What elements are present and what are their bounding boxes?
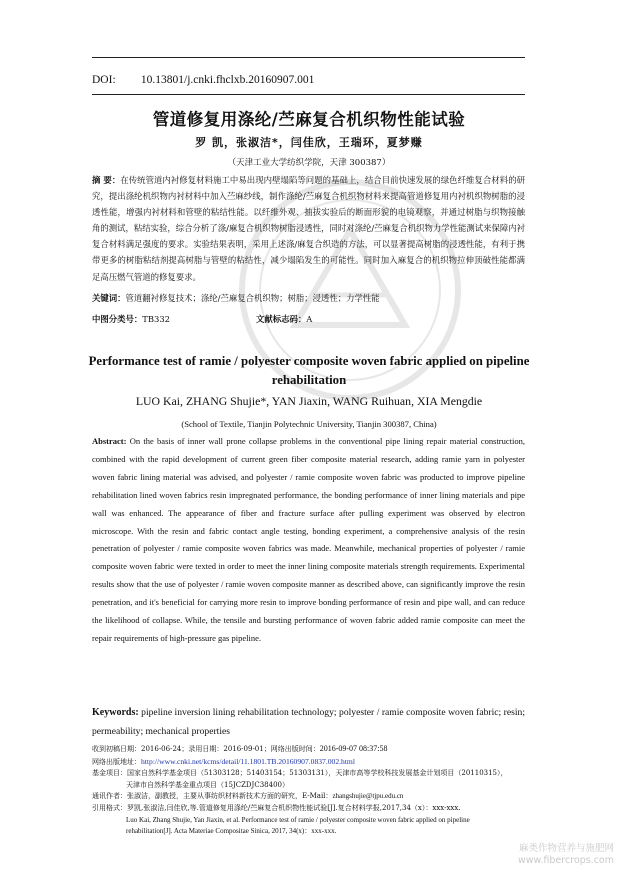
doi-label: DOI: xyxy=(92,74,116,86)
fund-line-1: 基金项目：国家自然科学基金项目（51303128；51403154；51303131），天津市高等学校科技发展基金计划项目（20110315）， xyxy=(92,769,508,778)
fund-line-2: 天津市自然科学基金重点项目（15JCZDJC38400） xyxy=(126,780,289,789)
citation-cn: 引用格式：罗凯,张淑洁,闫佳欣,等.管道修复用涤纶/苎麻复合机织物性能试验[J].复合材料学报,2017,34（x）：xxx-xxx. xyxy=(92,803,461,812)
cn-doc-value: A xyxy=(306,314,313,324)
cn-keywords-label: 关键词： xyxy=(92,293,126,303)
cn-classification xyxy=(92,313,525,325)
cn-class-value: TB332 xyxy=(142,314,170,324)
online-address-link[interactable]: http://www.cnki.net/kcms/detail/11.1801.TB.20160907.0837.002.html xyxy=(141,756,355,766)
header-rule-top xyxy=(92,57,525,58)
corresponding-author-text: 通讯作者：张淑洁，副教授，主要从事纺织材料新技术方面的研究，E-Mail： xyxy=(92,792,333,801)
en-abstract-text: On the basis of inner wall prone collapse problems in the conventional pipe lining repair material construction, combined with the rapid development of current green fiber composite material research, adding ramie yarn in polyester woven fabric lining material was advised, and polyester / ramie composite woven fabric was producted to improve pipeline rehabilitation lined woven fabrics resin impregnated performance, the bonding performance of inner lining materials and pipe wall was enhanced. The appearance of fiber and fracture surface after pulling experiment was observed by electron microscope. With the resin and fabric contact angle testing, bonding experiment, a comprehensive analysis of the resin penetration of polyester / ramie composite woven fabrics was made. Meanwhile, mechanical properties of polyester / ramie composite woven fabric were texted in order to meet the inner lining composite materials strength requirements. Experimental results show that the use of polyester / ramie woven composite manner as described above, can significantly improve the resin penetration, and it's beneficial for carrying more resin to improve bonding performance of resin and pipe wall, and can reduce the likelihood of collapse. While, the tensile and bursting performance of woven fabric added ramie composite can meet the repair requirements of high-pressure gas pipeline. xyxy=(92,436,526,643)
cn-abstract-label: 摘 要： xyxy=(92,175,121,185)
en-authors: LUO Kai, ZHANG Shujie*, YAN Jiaxin, WANG Ruihuan, XIA Mengdie xyxy=(135,394,483,408)
doi-line xyxy=(92,74,314,86)
cn-authors: 罗 凯，张淑洁*，闫佳欣，王瑞环，夏梦赚 xyxy=(195,136,423,149)
cn-doc-label: 文献标志码： xyxy=(256,314,307,324)
online-address-line xyxy=(92,756,532,769)
site-watermark xyxy=(518,843,614,867)
en-abstract xyxy=(92,433,525,648)
footnotes xyxy=(92,743,532,838)
header-rule-bottom xyxy=(92,94,525,95)
corresponding-author-line xyxy=(92,791,532,803)
watermark-line-2: www.fibercrops.com xyxy=(517,855,614,866)
cn-abstract xyxy=(92,172,525,285)
cn-keywords xyxy=(92,292,525,304)
cn-affiliation: （天津工业大学纺织学院，天津 300387） xyxy=(227,158,391,168)
citation-en-line-1: Luo Kai, Zhang Shujie, Yan Jiaxin, et al. Performance test of ramie / polyester composite woven fabric applied on pipeline xyxy=(126,815,470,824)
received-text: 收到初稿日期：2016-06-24；录用日期：2016-09-01；网络出版时间： xyxy=(92,745,320,753)
en-title: Performance test of ramie / polyester composite woven fabric applied on pipeline rehabilitation xyxy=(88,354,530,387)
cn-abstract-text: 在传统管道内衬修复材料施工中易出现内壁塌陷等问题的基础上，结合目前快速发展的绿色纤维复合材料的研究，提出涤纶机织物内衬材料中加入苎麻纱线，制作涤纶/苎麻复合机织物材料来提高管道修复用内衬机织物树脂的浸透性能，增强内衬材料和管壁的粘结性能。以纤维外观、抽拔实验后的断面形貌的电镜观察，并通过树脂与织物接触角的测试，粘结实验，综合分析了涤/麻复合机织物树脂浸透性，同时对涤纶/苎麻复合机织物力学性能测试来保障内衬复合材料满足强度的要求。实验结果表明，采用上述涤/麻复合织造的方法，可以显著提高树脂的浸透性能，有利于携带更多的树脂粘结剂提高树脂与管壁的粘结性，减少塌陷发生的可能性。同时加入麻复合的机织物拉伸顶破性能都满足高压燃气管道的修复要求。 xyxy=(92,175,525,282)
en-keywords-text: pipeline inversion lining rehabilitation technology; polyester / ramie composite woven fabric; resin; permeability; mechanical properties xyxy=(92,707,525,737)
citation-en-line-2: rehabilitation[J]. Acta Materiae Compositae Sinica, 2017, 34(x)：xxx-xxx. xyxy=(126,827,337,836)
cn-title: 管道修复用涤纶/苎麻复合机织物性能试验 xyxy=(152,110,466,129)
en-affiliation: (School of Textile, Tianjin Polytechnic University, Tianjin 300387, China) xyxy=(181,419,437,429)
watermark-line-1: 麻类作物营养与施肥网 xyxy=(518,843,614,854)
cn-doc-code xyxy=(256,313,312,325)
doi-value: 10.13801/j.cnki.fhclxb.20160907.001 xyxy=(140,74,315,86)
en-abstract-label: Abstract: xyxy=(92,436,127,446)
en-keywords-label: Keywords: xyxy=(92,707,139,718)
cn-keywords-text: 管道翻衬修复技术；涤纶/苎麻复合机织物；树脂；浸透性；力学性能 xyxy=(125,293,380,303)
received-line xyxy=(92,743,532,756)
cn-class-label: 中图分类号： xyxy=(92,314,143,324)
author-email[interactable]: zhangshujie@tjpu.edu.cn xyxy=(332,792,404,801)
en-keywords xyxy=(92,704,525,741)
online-address-label: 网络出版地址： xyxy=(92,757,141,766)
online-time: 2016-09-07 08:37:58 xyxy=(319,744,388,753)
